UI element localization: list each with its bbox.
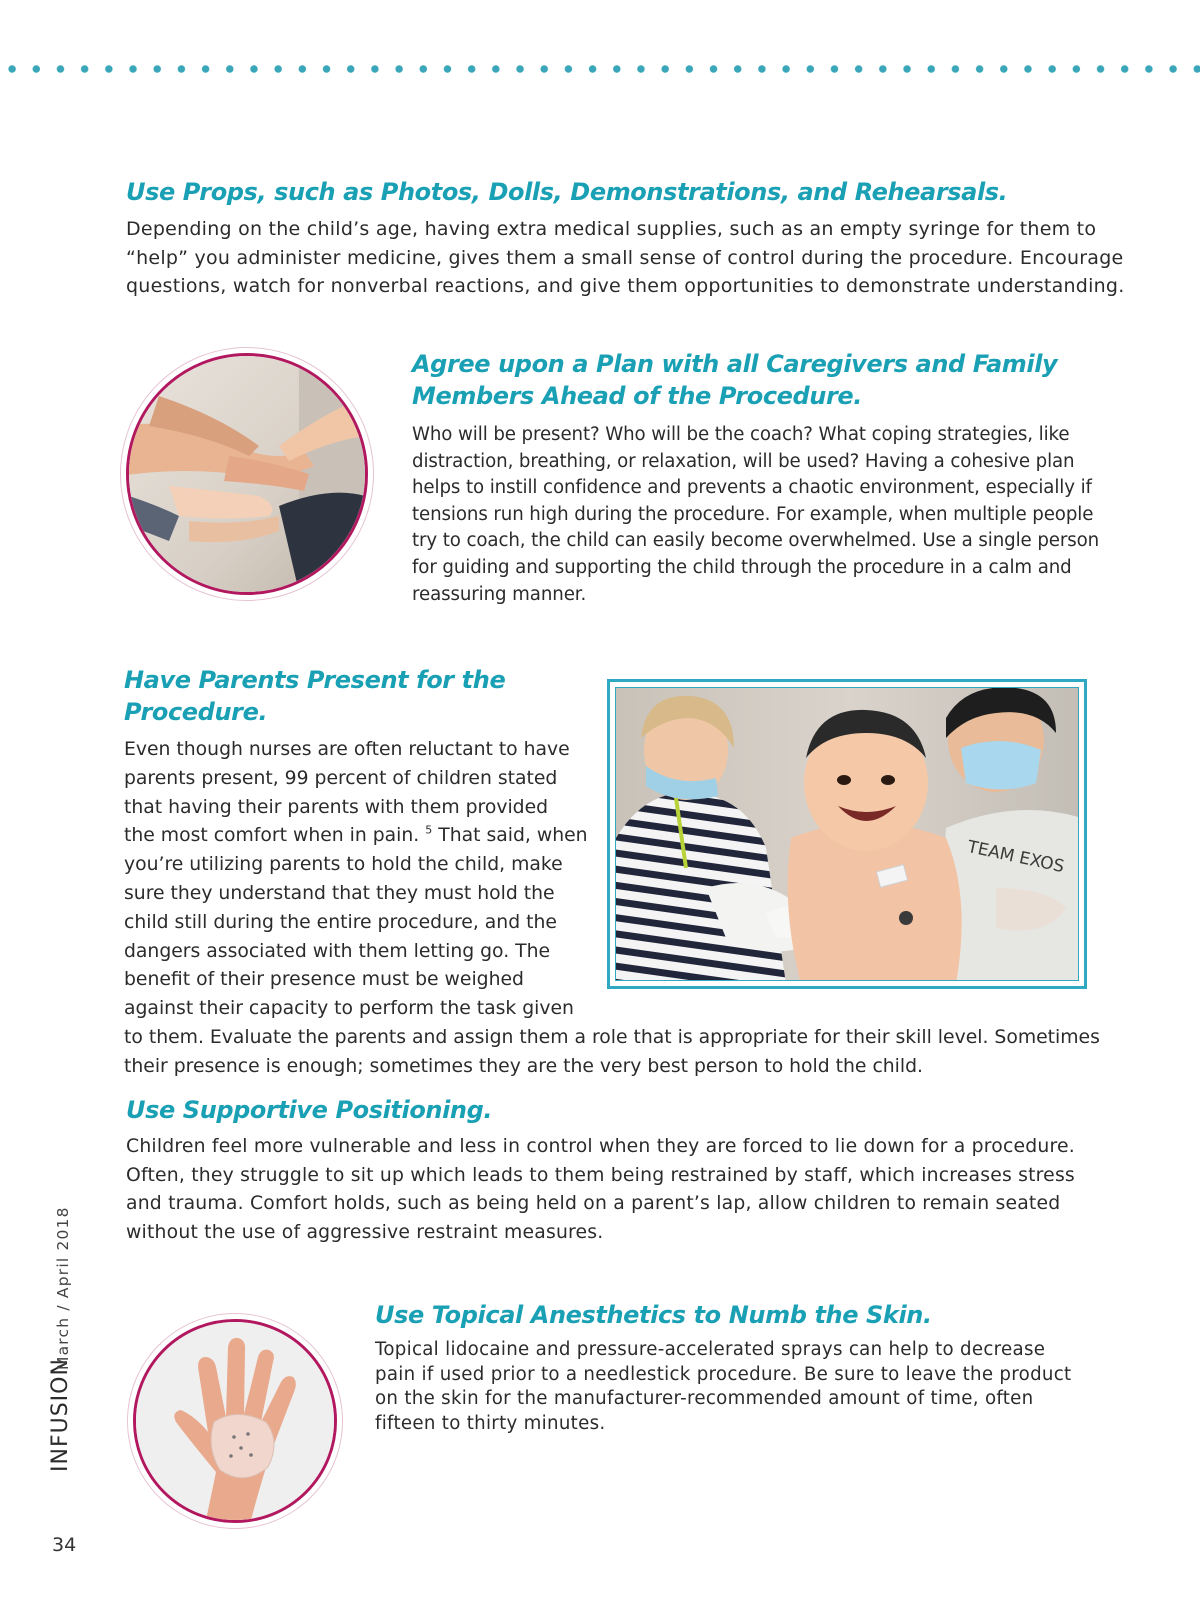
dotted-rule: [0, 63, 1200, 75]
parents-line: against their capacity to perform the task given: [124, 998, 574, 1020]
positioning-line: Often, they struggle to sit up which leads to them being restrained by staff, which increases stress: [126, 1164, 1075, 1186]
nurse-child-illustration: [616, 688, 1079, 981]
sidebar: [44, 1206, 84, 1510]
parents-line: sure they understand that they must hold the: [124, 882, 555, 904]
plan-line: tensions run high during the procedure. For example, when multiple people: [412, 503, 1094, 525]
plan-heading-line: Members Ahead of the Procedure.: [412, 382, 863, 410]
reference-marker: 5: [425, 824, 433, 838]
hands-illustration: [129, 356, 365, 592]
plan-heading: [412, 348, 1057, 412]
anesthetics-heading: Use Topical Anesthetics to Numb the Skin.: [375, 1301, 932, 1329]
plan-line: distraction, breathing, or relaxation, will be used? Having a cohesive plan: [412, 450, 1075, 472]
props-line: “help” you administer medicine, gives them a small sense of control during the procedure. Encourage: [126, 246, 1124, 269]
anesthetics-line: fifteen to thirty minutes.: [375, 1412, 606, 1434]
positioning-body: [126, 1133, 1075, 1247]
parents-line: that having their parents with them provided: [124, 796, 549, 818]
hand-patch-illustration: [136, 1322, 334, 1520]
page-number: 34: [52, 1534, 77, 1556]
plan-body: [412, 422, 1099, 608]
parents-line: benefit of their presence must be weighed: [124, 969, 524, 991]
parents-heading-line: Have Parents Present for the: [124, 666, 506, 694]
hand-patch-photo: [133, 1319, 337, 1523]
parents-line: their presence is enough; sometimes they are the very best person to hold the child.: [124, 1055, 924, 1077]
positioning-line: Children feel more vulnerable and less in control when they are forced to lie down for a procedure.: [126, 1136, 1075, 1157]
positioning-line: without the use of aggressive restraint measures.: [126, 1221, 604, 1243]
plan-heading-line: Agree upon a Plan with all Caregivers and Family: [412, 350, 1058, 378]
parents-line: dangers associated with them letting go. The: [124, 940, 551, 962]
plan-line: reassuring manner.: [412, 583, 587, 605]
positioning-heading: Use Supportive Positioning.: [126, 1096, 493, 1124]
plan-line: try to coach, the child can easily become overwhelmed. Use a single person: [412, 530, 1100, 552]
props-line: Depending on the child’s age, having extra medical supplies, such as an empty syringe for them to: [126, 218, 1097, 240]
shirt-text: TEAM EXOS: [965, 837, 1066, 878]
hands-photo: [126, 353, 368, 595]
parents-line: child still during the entire procedure, and the: [124, 911, 557, 933]
anesthetics-line: pain if used prior to a needlestick procedure. Be sure to leave the product: [375, 1363, 1072, 1385]
plan-line: Who will be present? Who will be the coach? What coping strategies, like: [412, 424, 1070, 445]
nurse-child-photo: [607, 679, 1087, 989]
parents-line-end: That said, when: [432, 825, 588, 847]
props-body: [126, 215, 1125, 301]
parents-line: parents present, 99 percent of children stated: [124, 767, 558, 789]
magazine-name: INFUSION: [48, 1358, 73, 1472]
issue-date: March / April 2018: [54, 1206, 72, 1370]
anesthetics-line: Topical lidocaine and pressure-accelerated sprays can help to decrease: [375, 1339, 1046, 1360]
props-heading: Use Props, such as Photos, Dolls, Demonstrations, and Rehearsals.: [126, 178, 1008, 206]
parents-line: to them. Evaluate the parents and assign them a role that is appropriate for their skill level. Sometimes: [124, 1026, 1100, 1048]
anesthetics-line: on the skin for the manufacturer-recommended amount of time, often: [375, 1388, 1034, 1409]
plan-line: helps to instill confidence and prevents a chaotic environment, especially if: [412, 477, 1092, 499]
positioning-line: and trauma. Comfort holds, such as being held on a parent’s lap, allow children to remain seated: [126, 1193, 1061, 1214]
parents-line: Even though nurses are often reluctant to have: [124, 739, 570, 760]
parents-line-start: the most comfort when in pain.: [124, 825, 420, 847]
parents-heading: [124, 664, 505, 728]
anesthetics-body: [375, 1338, 1071, 1436]
parents-line: you’re utilizing parents to hold the child, make: [124, 854, 563, 876]
plan-line: for guiding and supporting the child through the procedure in a calm and: [412, 556, 1072, 578]
parents-heading-line: Procedure.: [124, 698, 268, 726]
props-line: questions, watch for nonverbal reactions, and give them opportunities to demonstrate understanding.: [126, 275, 1125, 297]
